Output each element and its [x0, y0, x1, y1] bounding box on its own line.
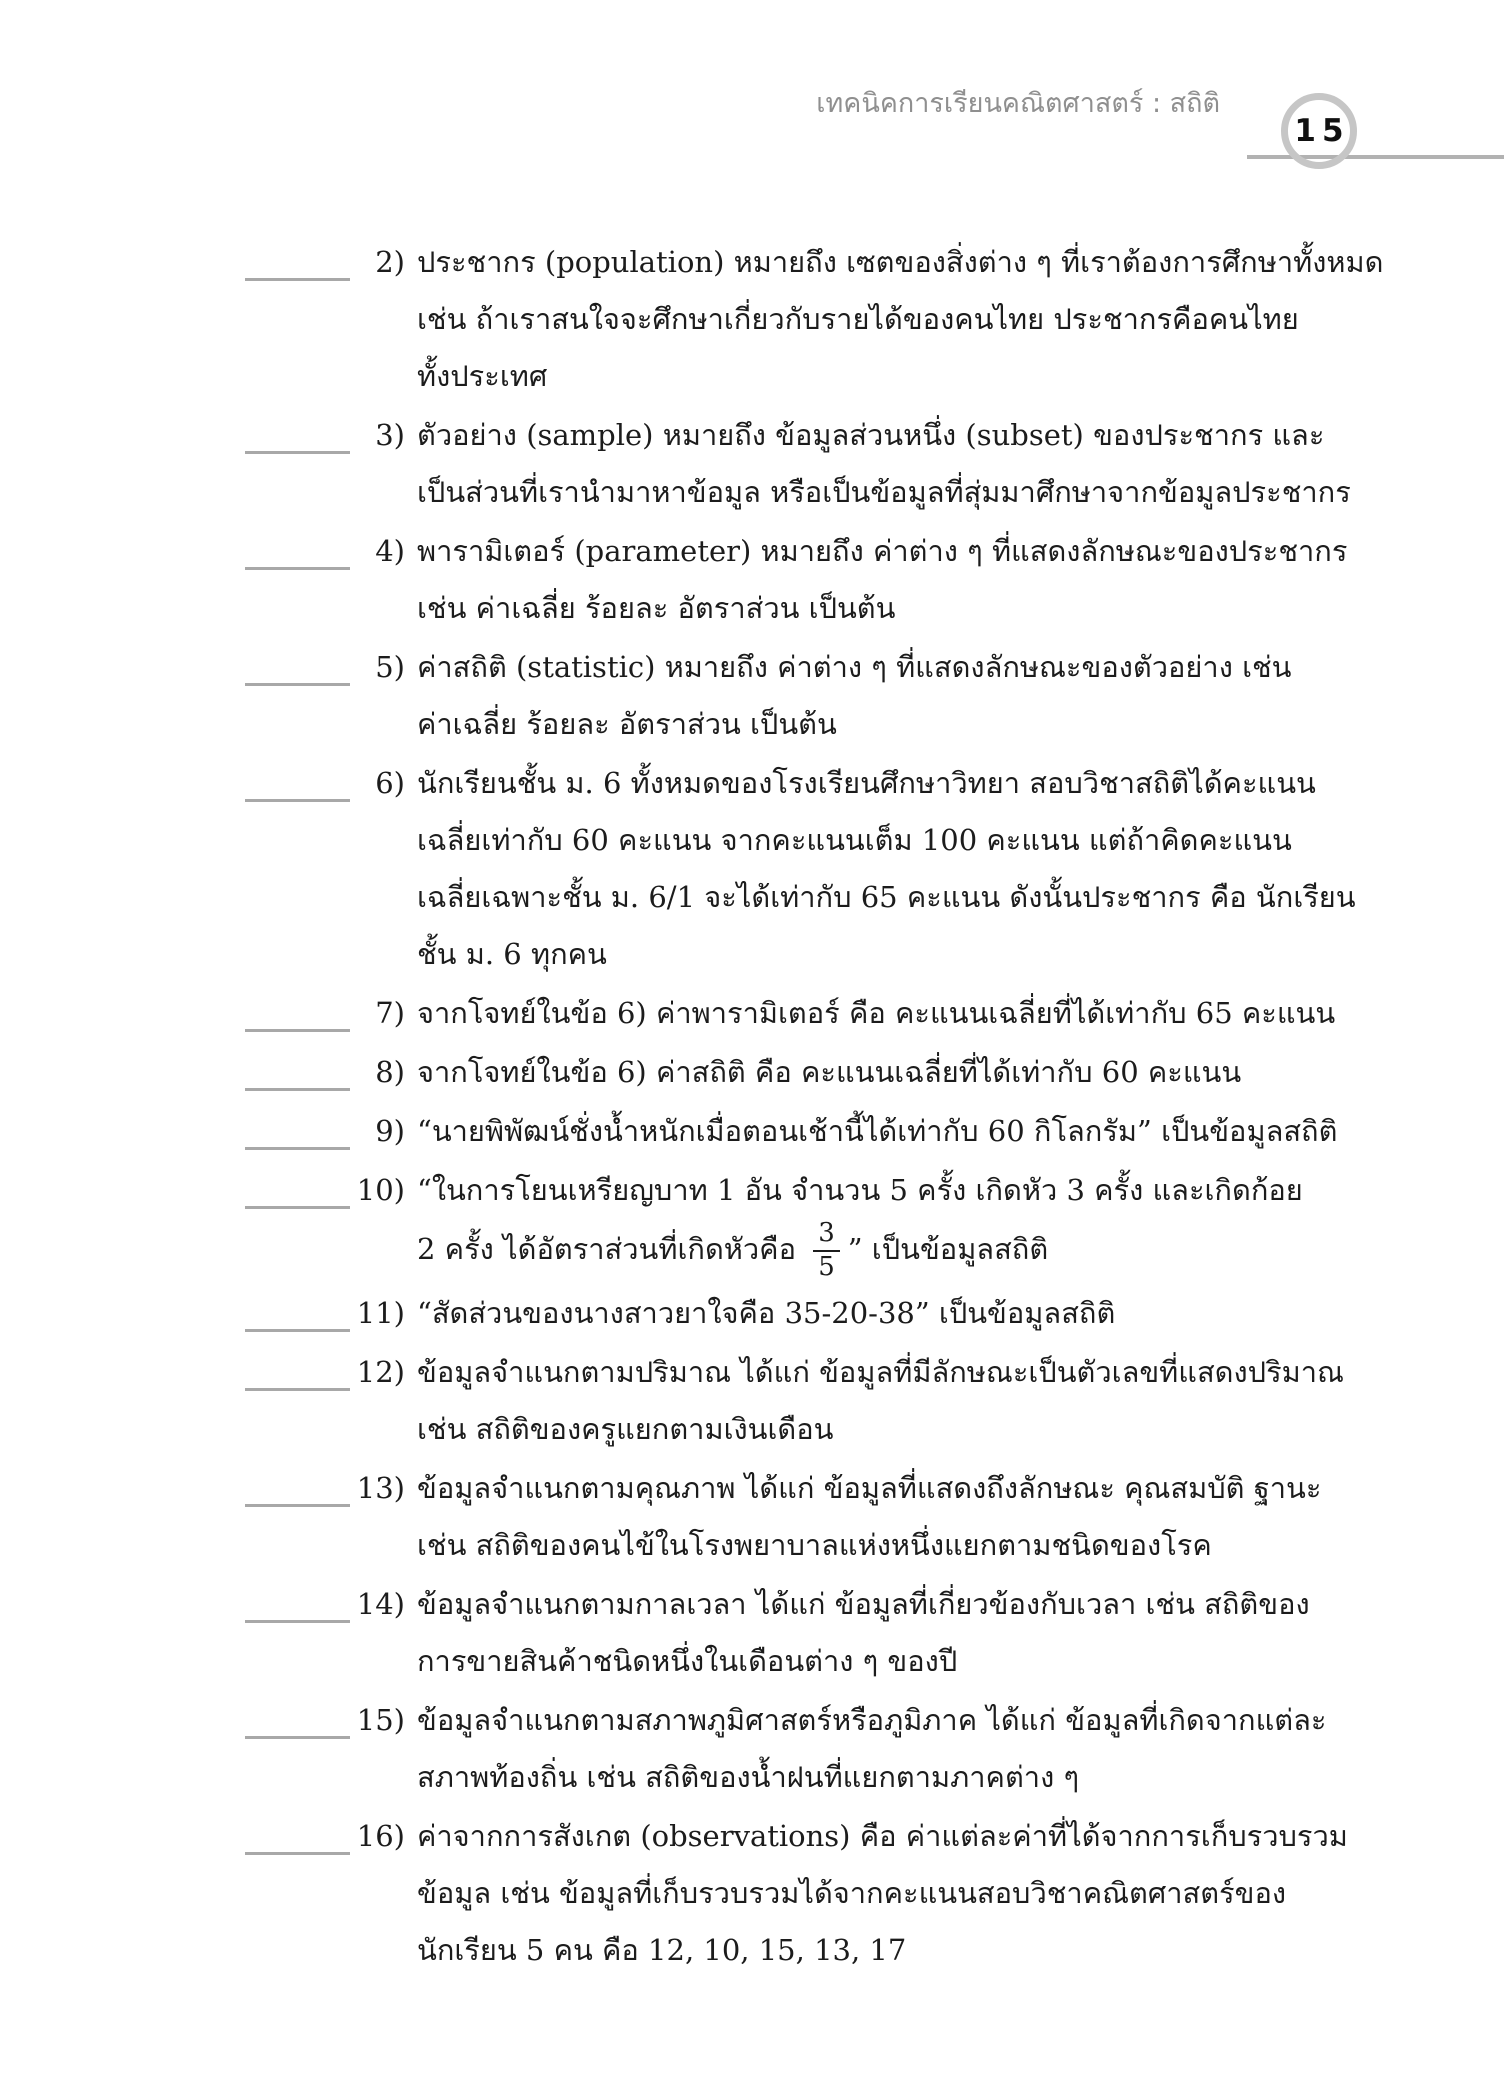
item-line: [0, 580, 1504, 637]
item-number: 9): [375, 1114, 405, 1148]
item-line: [0, 291, 1504, 348]
item-text: ข้อมูลจำแนกตามสภาพภูมิศาสตร์หรือภูมิภาค ได้แก่ ข้อมูลที่เกิดจากแต่ละ: [417, 1702, 1327, 1737]
fraction: [813, 1219, 840, 1283]
item-text: ค่าสถิติ (statistic) หมายถึง ค่าต่าง ๆ ที่แสดงลักษณะของตัวอย่าง เช่น: [417, 650, 1292, 684]
item-line: [0, 926, 1504, 983]
item-number: 10): [356, 1173, 405, 1207]
list-item: [0, 755, 1504, 983]
item-line: [0, 696, 1504, 753]
item-number: 15): [356, 1702, 405, 1737]
item-number: 6): [375, 766, 405, 800]
item-text: สภาพท้องถิ่น เช่น สถิติของน้ำฝนที่แยกตามภาคต่าง ๆ: [417, 1759, 1080, 1794]
list-item: [0, 407, 1504, 521]
list-item: [0, 1162, 1504, 1283]
list-item: [0, 1044, 1504, 1101]
item-text: นักเรียน 5 คน คือ 12, 10, 15, 13, 17: [417, 1932, 907, 1967]
item-line: [0, 348, 1504, 405]
list-item: [0, 1285, 1504, 1342]
item-text: นักเรียนชั้น ม. 6 ทั้งหมดของโรงเรียนศึกษาวิทยา สอบวิชาสถิติได้คะแนน: [417, 766, 1316, 800]
item-line: [0, 985, 1504, 1042]
item-line: [0, 812, 1504, 869]
item-text: ชั้น ม. 6 ทุกคน: [417, 937, 607, 971]
item-line: [0, 1692, 1504, 1749]
page-header: [0, 0, 1504, 180]
item-line: [0, 1865, 1504, 1922]
header-rule-line: [1247, 155, 1504, 159]
item-text: “นายพิพัฒน์ชั่งน้ำหนักเมื่อตอนเช้านี้ได้เท่ากับ 60 กิโลกรัม” เป็นข้อมูลสถิติ: [417, 1114, 1338, 1148]
list-item: [0, 1103, 1504, 1160]
fraction-denominator: 5: [818, 1251, 835, 1282]
item-number: 2): [375, 245, 405, 279]
item-line: [0, 234, 1504, 291]
exercise-list: [0, 234, 1504, 1981]
item-line: [0, 1576, 1504, 1633]
item-line: [0, 755, 1504, 812]
item-number: 11): [356, 1295, 405, 1330]
list-item: [0, 985, 1504, 1042]
list-item: [0, 234, 1504, 405]
list-item: [0, 1692, 1504, 1806]
item-text: ข้อมูลจำแนกตามกาลเวลา ได้แก่ ข้อมูลที่เกี่ยวข้องกับเวลา เช่น สถิติของ: [417, 1586, 1310, 1621]
item-text: การขายสินค้าชนิดหนึ่งในเดือนต่าง ๆ ของปี: [417, 1643, 958, 1678]
item-line: [0, 1922, 1504, 1979]
page-number: 15: [1294, 113, 1350, 149]
item-text: เป็นส่วนที่เรานำมาหาข้อมูล หรือเป็นข้อมูลที่สุ่มมาศึกษาจากข้อมูลประชากร: [417, 475, 1351, 509]
item-line: [0, 869, 1504, 926]
item-line: [0, 1517, 1504, 1574]
list-item: [0, 1576, 1504, 1690]
item-number: 14): [356, 1586, 405, 1621]
item-number: 4): [375, 534, 405, 568]
item-text: ประชากร (population) หมายถึง เซตของสิ่งต่าง ๆ ที่เราต้องการศึกษาทั้งหมด: [417, 245, 1384, 279]
header-title: เทคนิคการเรียนคณิตศาสตร์ : สถิติ: [816, 88, 1220, 119]
list-item: [0, 639, 1504, 753]
item-text: “ในการโยนเหรียญบาท 1 อัน จำนวน 5 ครั้ง เกิดหัว 3 ครั้ง และเกิดก้อย: [417, 1173, 1303, 1207]
item-number: 8): [375, 1055, 405, 1089]
item-line: [0, 1103, 1504, 1160]
item-line: [0, 1044, 1504, 1101]
item-text: เช่น ค่าเฉลี่ย ร้อยละ อัตราส่วน เป็นต้น: [417, 591, 896, 625]
item-number: 16): [356, 1818, 405, 1853]
fraction-numerator: 3: [813, 1219, 840, 1252]
item-line: [0, 1285, 1504, 1342]
item-number: 13): [356, 1470, 405, 1505]
item-text: ข้อมูลจำแนกตามปริมาณ ได้แก่ ข้อมูลที่มีลักษณะเป็นตัวเลขที่แสดงปริมาณ: [417, 1354, 1344, 1389]
item-line: [0, 464, 1504, 521]
item-line: [0, 523, 1504, 580]
item-line: [0, 1219, 1504, 1283]
item-line: [0, 1749, 1504, 1806]
item-text: ค่าเฉลี่ย ร้อยละ อัตราส่วน เป็นต้น: [417, 707, 837, 741]
list-item: [0, 1460, 1504, 1574]
item-number: 7): [375, 996, 405, 1030]
item-text: ค่าจากการสังเกต (observations) คือ ค่าแต่ละค่าที่ได้จากการเก็บรวบรวม: [417, 1818, 1348, 1853]
item-text: เช่น สถิติของครูแยกตามเงินเดือน: [417, 1411, 834, 1446]
page-number-badge: [1281, 93, 1357, 169]
item-line: [0, 1633, 1504, 1690]
item-line: [0, 1344, 1504, 1401]
item-text: ทั้งประเทศ: [417, 359, 548, 393]
item-text: เช่น ถ้าเราสนใจจะศึกษาเกี่ยวกับรายได้ของคนไทย ประชากรคือคนไทย: [417, 302, 1299, 336]
item-text: ข้อมูล เช่น ข้อมูลที่เก็บรวบรวมได้จากคะแนนสอบวิชาคณิตศาสตร์ของ: [417, 1875, 1287, 1910]
item-line: [0, 1808, 1504, 1865]
item-number: 5): [375, 650, 405, 684]
list-item: [0, 1344, 1504, 1458]
item-line: [0, 1162, 1504, 1219]
item-line: [0, 1401, 1504, 1458]
item-text: เช่น สถิติของคนไข้ในโรงพยาบาลแห่งหนึ่งแยกตามชนิดของโรค: [417, 1527, 1212, 1562]
item-number: 3): [375, 418, 405, 452]
list-item: [0, 523, 1504, 637]
item-line: [0, 639, 1504, 696]
item-number: 12): [356, 1354, 405, 1389]
item-line: [0, 407, 1504, 464]
item-text: พารามิเตอร์ (parameter) หมายถึง ค่าต่าง ๆ ที่แสดงลักษณะของประชากร: [417, 534, 1348, 568]
item-text: จากโจทย์ในข้อ 6) ค่าพารามิเตอร์ คือ คะแนนเฉลี่ยที่ได้เท่ากับ 65 คะแนน: [417, 996, 1336, 1030]
item-text: ตัวอย่าง (sample) หมายถึง ข้อมูลส่วนหนึ่ง (subset) ของประชากร และ: [417, 418, 1325, 452]
item-text: “สัดส่วนของนางสาวยาใจคือ 35-20-38” เป็นข้อมูลสถิติ: [417, 1295, 1116, 1330]
item-text: เฉลี่ยเฉพาะชั้น ม. 6/1 จะได้เท่ากับ 65 คะแนน ดังนั้นประชากร คือ นักเรียน: [417, 880, 1356, 914]
item-text: ข้อมูลจำแนกตามคุณภาพ ได้แก่ ข้อมูลที่แสดงถึงลักษณะ คุณสมบัติ ฐานะ: [417, 1470, 1322, 1505]
item-text: เฉลี่ยเท่ากับ 60 คะแนน จากคะแนนเต็ม 100 คะแนน แต่ถ้าคิดคะแนน: [417, 823, 1292, 857]
item-text: จากโจทย์ในข้อ 6) ค่าสถิติ คือ คะแนนเฉลี่ยที่ได้เท่ากับ 60 คะแนน: [417, 1055, 1242, 1089]
item-line: [0, 1460, 1504, 1517]
list-item: [0, 1808, 1504, 1979]
item-text: 2 ครั้ง ได้อัตราส่วนที่เกิดหัวคือ $\frac{3}{5}$ ” เป็นข้อมูลสถิติ: [417, 1218, 1049, 1282]
